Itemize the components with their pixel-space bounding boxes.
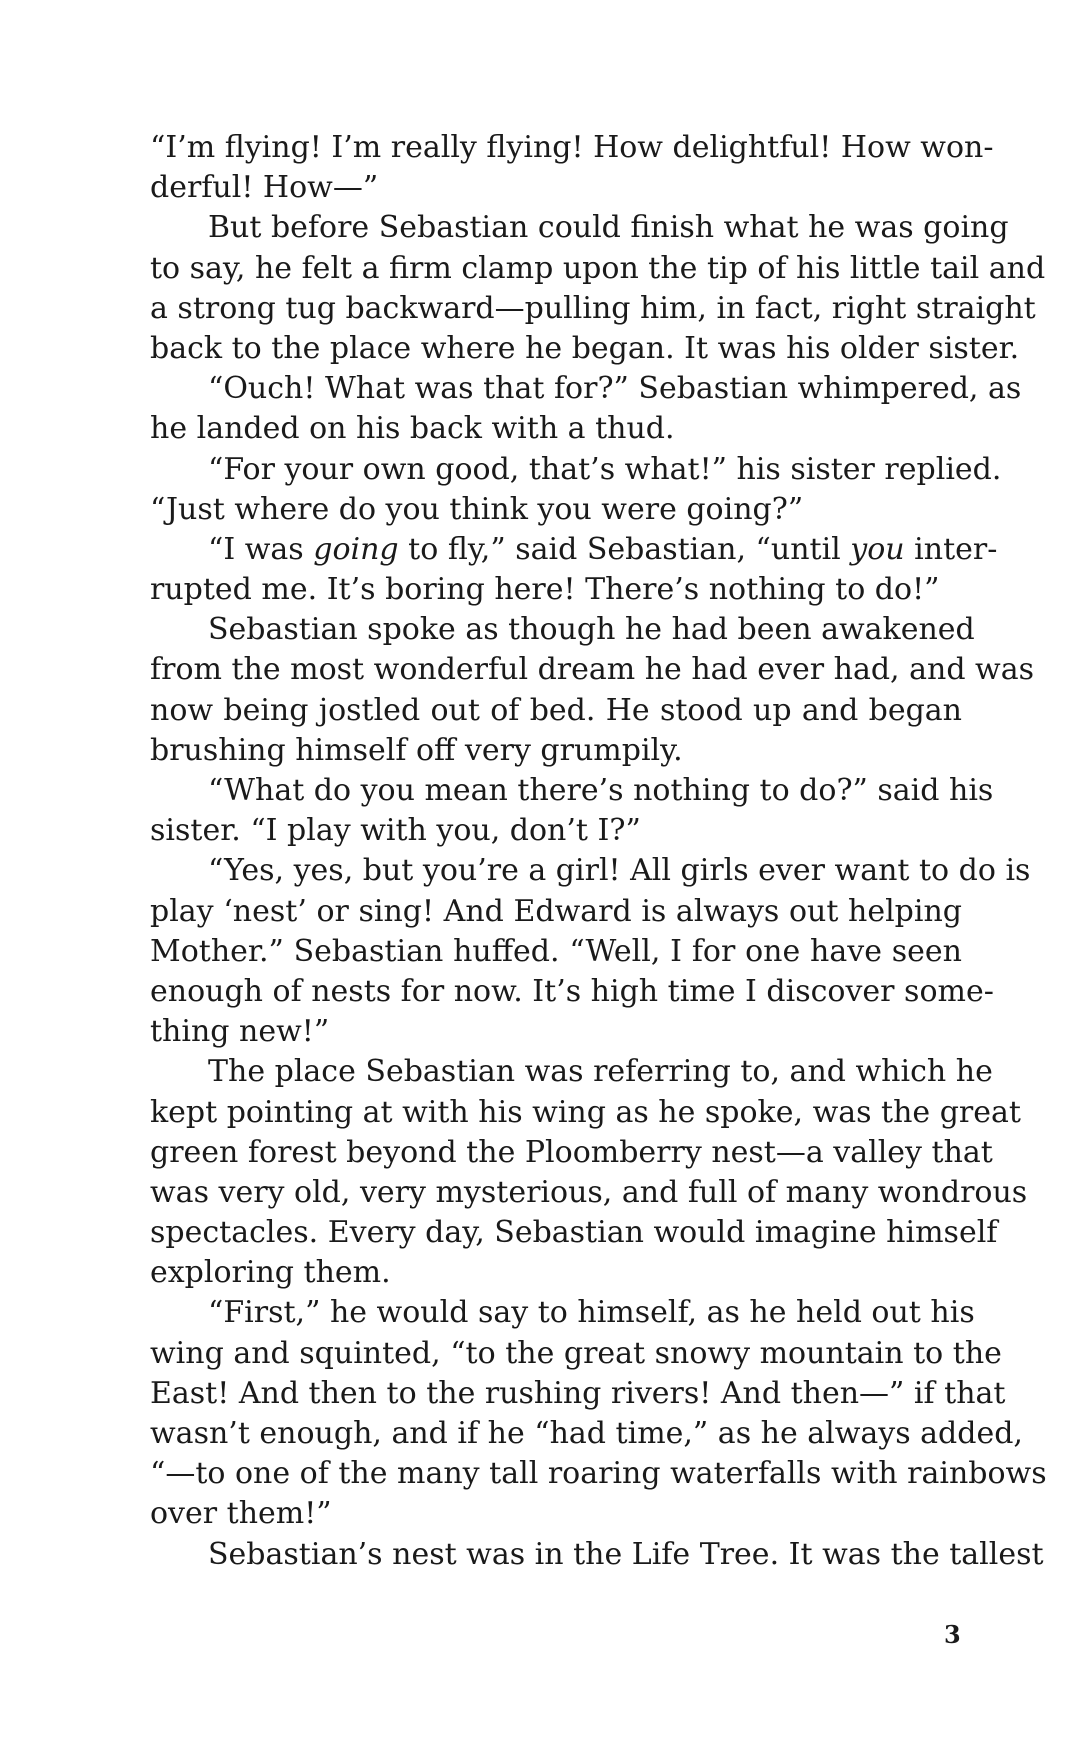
text-segment: Sebastian’s nest was in the Life Tree. It was the tallest [208, 1536, 1044, 1572]
text-line [150, 851, 1031, 891]
italic-text: going [313, 531, 399, 567]
text-segment: spectacles. Every day, Sebastian would imagine himself [150, 1215, 998, 1251]
text-segment: The place Sebastian was referring to, and which he [208, 1054, 993, 1090]
text-segment: “What do you mean there’s nothing to do?” said his [208, 773, 994, 808]
text-segment: to fly,” said Sebastian, “until [398, 531, 851, 567]
text-segment: “I was [208, 531, 314, 567]
text-segment: sister. “I play with you, don’t I?” [150, 813, 641, 849]
text-line [150, 972, 994, 1012]
text-line [150, 1374, 1006, 1414]
text-line [150, 1093, 1021, 1133]
text-line [150, 168, 962, 208]
text-segment: brushing himself off very grumpily. [150, 732, 683, 768]
text-line [150, 1293, 975, 1333]
text-segment: kept pointing at with his wing as he spoke, was the great [150, 1094, 1021, 1130]
text-line [150, 1334, 1002, 1374]
text-segment: thing new!” [150, 1014, 330, 1050]
text-segment: “I’m flying! I’m really flying! How delightful! How won- [150, 130, 994, 165]
italic-text: you [850, 531, 905, 567]
text-line [150, 771, 994, 811]
text-segment: Mother.” Sebastian huffed. “Well, I for one have seen [150, 933, 962, 969]
text-segment: “Ouch! What was that for?” Sebastian whimpered, as [208, 371, 1022, 407]
body-text [150, 128, 1047, 1575]
text-segment: “—to one of the many tall roaring waterfalls with rainbows [150, 1456, 1047, 1492]
text-segment: “Yes, yes, but you’re a girl! All girls ever want to do is [208, 853, 1031, 889]
text-line [150, 530, 998, 570]
text-line [150, 1213, 998, 1253]
text-line [150, 208, 1009, 248]
text-segment: But before Sebastian could finish what he was going [208, 210, 1009, 246]
text-line [150, 329, 1020, 369]
text-segment: back to the place where he began. It was his older sister. [150, 330, 1020, 366]
text-segment: exploring them. [150, 1255, 391, 1291]
text-segment: now being jostled out of bed. He stood up and began [150, 692, 962, 728]
text-line [150, 1253, 962, 1293]
text-segment: “First,” he would say to himself, as he held out his [208, 1295, 975, 1331]
text-segment: was very old, very mysterious, and full of many wondrous [150, 1174, 1028, 1210]
text-segment: East! And then to the rushing rivers! And then—” if that [150, 1375, 1006, 1411]
text-segment: from the most wonderful dream he had ever had, and was [150, 652, 1035, 688]
text-line [150, 1052, 993, 1092]
text-line [150, 1535, 1044, 1575]
text-line [150, 610, 975, 650]
text-line [150, 409, 962, 449]
text-line [150, 128, 994, 168]
text-segment: “Just where do you think you were going?” [150, 491, 804, 527]
page-number: 3 [944, 1620, 961, 1649]
text-segment: over them!” [150, 1496, 332, 1532]
text-line [150, 892, 962, 932]
text-line [150, 1454, 1047, 1494]
text-line [150, 1012, 962, 1052]
text-segment: derful! How—” [150, 170, 379, 206]
text-segment: inter- [904, 531, 998, 567]
text-line [150, 289, 1036, 329]
text-segment: wing and squinted, “to the great snowy mountain to the [150, 1335, 1002, 1371]
text-segment: enough of nests for now. It’s high time I discover some- [150, 973, 994, 1009]
text-segment: play ‘nest’ or sing! And Edward is always out helping [150, 893, 962, 929]
text-line [150, 1173, 1028, 1213]
text-line [150, 450, 1002, 490]
text-segment: rupted me. It’s boring here! There’s nothing to do!” [150, 572, 940, 608]
text-segment: to say, he felt a firm clamp upon the tip of his little tail and [150, 250, 1046, 286]
text-line [150, 932, 962, 972]
text-segment: a strong tug backward—pulling him, in fact, right straight [150, 290, 1036, 326]
text-line [150, 249, 1046, 289]
text-segment: wasn’t enough, and if he “had time,” as he always added, [150, 1416, 1023, 1451]
text-line [150, 490, 962, 530]
text-line [150, 1494, 962, 1534]
text-line [150, 731, 962, 771]
text-line [150, 1133, 993, 1173]
text-segment: “For your own good, that’s what!” his sister replied. [208, 451, 1002, 487]
text-line [150, 570, 962, 610]
text-line [150, 691, 962, 731]
text-line [150, 369, 1022, 409]
text-line [150, 811, 962, 851]
text-line [150, 650, 1035, 690]
text-line [150, 1414, 1023, 1454]
text-segment: he landed on his back with a thud. [150, 411, 675, 447]
text-segment: green forest beyond the Ploomberry nest—a valley that [150, 1134, 993, 1170]
text-segment: Sebastian spoke as though he had been awakened [208, 612, 975, 648]
